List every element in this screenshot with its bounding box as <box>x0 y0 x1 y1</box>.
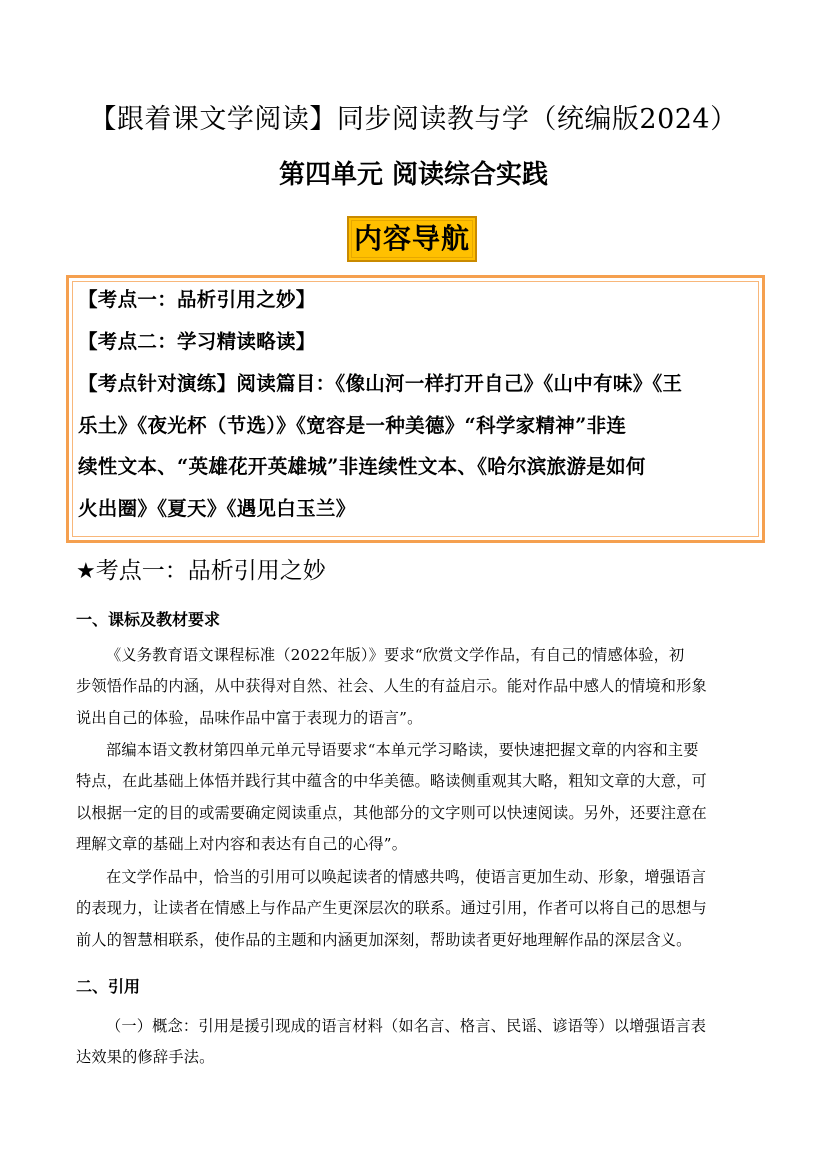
unit-title: 第四单元 阅读综合实践 <box>278 160 549 190</box>
paragraph-quotation-effect: 在文学作品中，恰当的引用可以唤起读者的情感共鸣，使语言更加生动、形象，增强语言 的表现力，让读者在情感上与作品产生更深层次的联系。通过引用，作者可以将自己的思想与 前人的智慧相联系，使作品的主题和内涵更加深刻，帮助读者更好地理解作品的深层含义。 <box>76 868 707 949</box>
nav-item-point-one: 【考点一：品析引用之妙】 <box>78 288 316 311</box>
subheading-quotation: 二、引用 <box>76 977 141 996</box>
paragraph-curriculum: 《义务教育语文课程标准（2022年版）》要求“欣赏文学作品，有自己的情感体验，初 步领悟作品的内涵，从中获得对自然、社会、人生的有益启示。能对作品中感人的情境和形象 说出自己的体验，品味作品中富于表现力的语言”。 <box>76 646 707 727</box>
paragraph-unit-guide: 部编本语文教材第四单元单元导语要求“本单元学习略读，要快速把握文章的内容和主要 特点，在此基础上体悟并践行其中蕴含的中华美德。略读侧重观其大略，粗知文章的大意，可 以根据一定的目的或需要确定阅读重点，其他部分的文字则可以快速阅读。另外，还要注意在 理解文章的基础上对内容和表达有自己的心得”。 <box>76 741 707 854</box>
nav-item-practice: 【考点针对演练】阅读篇目：《像山河一样打开自己》《山中有味》《王 乐土》《夜光杯（节选）》《宽容是一种美德》“科学家精神”非连 续性文本、“英雄花开英雄城”非连续性文本、《哈尔滨旅游是如何 火出圈》《夏天》《遇见白玉兰》 <box>78 372 683 520</box>
subheading-requirements: 一、课标及教材要求 <box>76 610 221 629</box>
paragraph-definition: （一）概念：引用是援引现成的语言材料（如名言、格言、民谣、谚语等）以增强语言表 达效果的修辞手法。 <box>76 1017 707 1067</box>
document-title: 【跟着课文学阅读】同步阅读教与学（统编版2024） <box>89 104 738 135</box>
section-heading <box>76 553 326 590</box>
nav-item-point-two: 【考点二：学习精读略读】 <box>78 330 316 353</box>
star-icon: ★ <box>76 559 96 584</box>
section-heading-text: 考点一：品析引用之妙 <box>95 558 326 584</box>
content-nav-label: 内容导航 <box>347 216 477 262</box>
